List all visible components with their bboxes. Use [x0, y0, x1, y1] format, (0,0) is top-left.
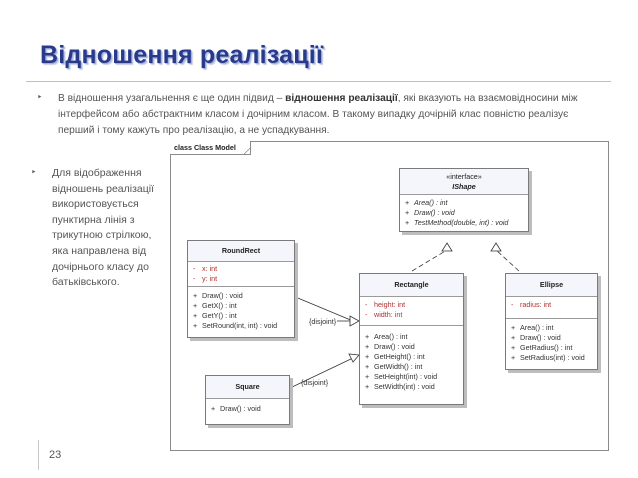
paragraph-text-start: В відношення узагальнення є ще один підвид – — [58, 93, 286, 104]
operation-row: + Area() : int — [405, 198, 448, 207]
roundrect-operations — [188, 287, 294, 337]
uml-class-roundrect[interactable] — [187, 240, 295, 338]
operation-row: + Draw() : void — [511, 333, 561, 342]
operation-row: + SetRadius(int) : void — [511, 353, 585, 362]
bullet-icon: ‣ — [37, 92, 43, 102]
ishape-stereotype: «interface» — [446, 172, 482, 181]
uml-class-ishape[interactable] — [399, 168, 529, 232]
attribute-row: - y: int — [193, 274, 218, 283]
paragraph-realization-notation: Для відображення відношень реалізації використовується пунктирна лінія з трикутною стрілкою, яка направлена від дочірнього класу до батьківського. — [52, 167, 155, 289]
roundrect-name: RoundRect — [188, 241, 294, 262]
operation-row: + GetRadius() : int — [511, 343, 573, 352]
operation-row: + SetHeight(int) : void — [365, 372, 438, 381]
disjoint-label-square: {disjoint} — [301, 378, 329, 387]
paragraph-text-end: , які вказують на взаємовідносини між інтерфейсом або абстрактним класом і дочірним класом. В такому випадку дочірній клас повністю реалізує перший і тому кажуть про реалізацію, а не успадкування. — [58, 93, 578, 136]
attribute-row: - height: int — [365, 300, 406, 309]
operation-row: + Draw() : void — [405, 208, 455, 217]
disjoint-label-roundrect: {disjoint} — [309, 317, 337, 326]
ishape-name: IShape — [452, 182, 476, 191]
realization-arrow-icon — [442, 243, 452, 251]
operation-row: + Area() : int — [365, 332, 408, 341]
attribute-row: - radius: int — [511, 300, 552, 309]
uml-class-ellipse[interactable] — [505, 273, 598, 370]
realization-line-rectangle — [412, 250, 447, 271]
paragraph-bold-term: відношення реалізації — [285, 93, 398, 104]
uml-class-rectangle[interactable] — [359, 273, 464, 405]
operation-row: + Area() : int — [511, 323, 554, 332]
operation-row: + GetHeight() : int — [365, 352, 425, 361]
rectangle-operations — [360, 326, 463, 404]
operation-row: + Draw() : void — [193, 291, 243, 300]
operation-row: + GetY() : int — [193, 311, 237, 320]
attribute-row: - width: int — [365, 310, 403, 319]
operation-row: + TestMethod(double, int) : void — [405, 218, 509, 227]
roundrect-attributes — [188, 262, 294, 287]
ellipse-attributes — [506, 297, 597, 319]
operation-row: + GetX() : int — [193, 301, 237, 310]
operation-row: + Draw() : void — [211, 404, 261, 413]
ellipse-name: Ellipse — [506, 274, 597, 297]
realization-arrow-icon — [491, 243, 501, 251]
operation-row: + Draw() : void — [365, 342, 415, 351]
operation-row: + SetWidth(int) : void — [365, 382, 435, 391]
square-operations — [206, 399, 289, 424]
ishape-operations — [400, 195, 528, 231]
attribute-row: - x: int — [193, 264, 218, 273]
generalization-arrow-icon — [349, 354, 359, 362]
uml-class-square[interactable] — [205, 375, 290, 425]
operation-row: + GetWidth() : int — [365, 362, 423, 371]
ellipse-operations — [506, 319, 597, 369]
rectangle-name: Rectangle — [360, 274, 463, 297]
page-number: 23 — [49, 449, 62, 461]
operation-row: + SetRound(int, int) : void — [193, 321, 278, 330]
rectangle-attributes — [360, 297, 463, 326]
slide-title: Відношення реалізації — [40, 41, 324, 69]
square-name: Square — [206, 376, 289, 399]
realization-line-ellipse — [496, 250, 519, 271]
generalization-arrow-icon — [350, 316, 359, 326]
uml-frame-label: class Class Model — [170, 141, 251, 155]
bullet-icon: ‣ — [31, 167, 37, 177]
